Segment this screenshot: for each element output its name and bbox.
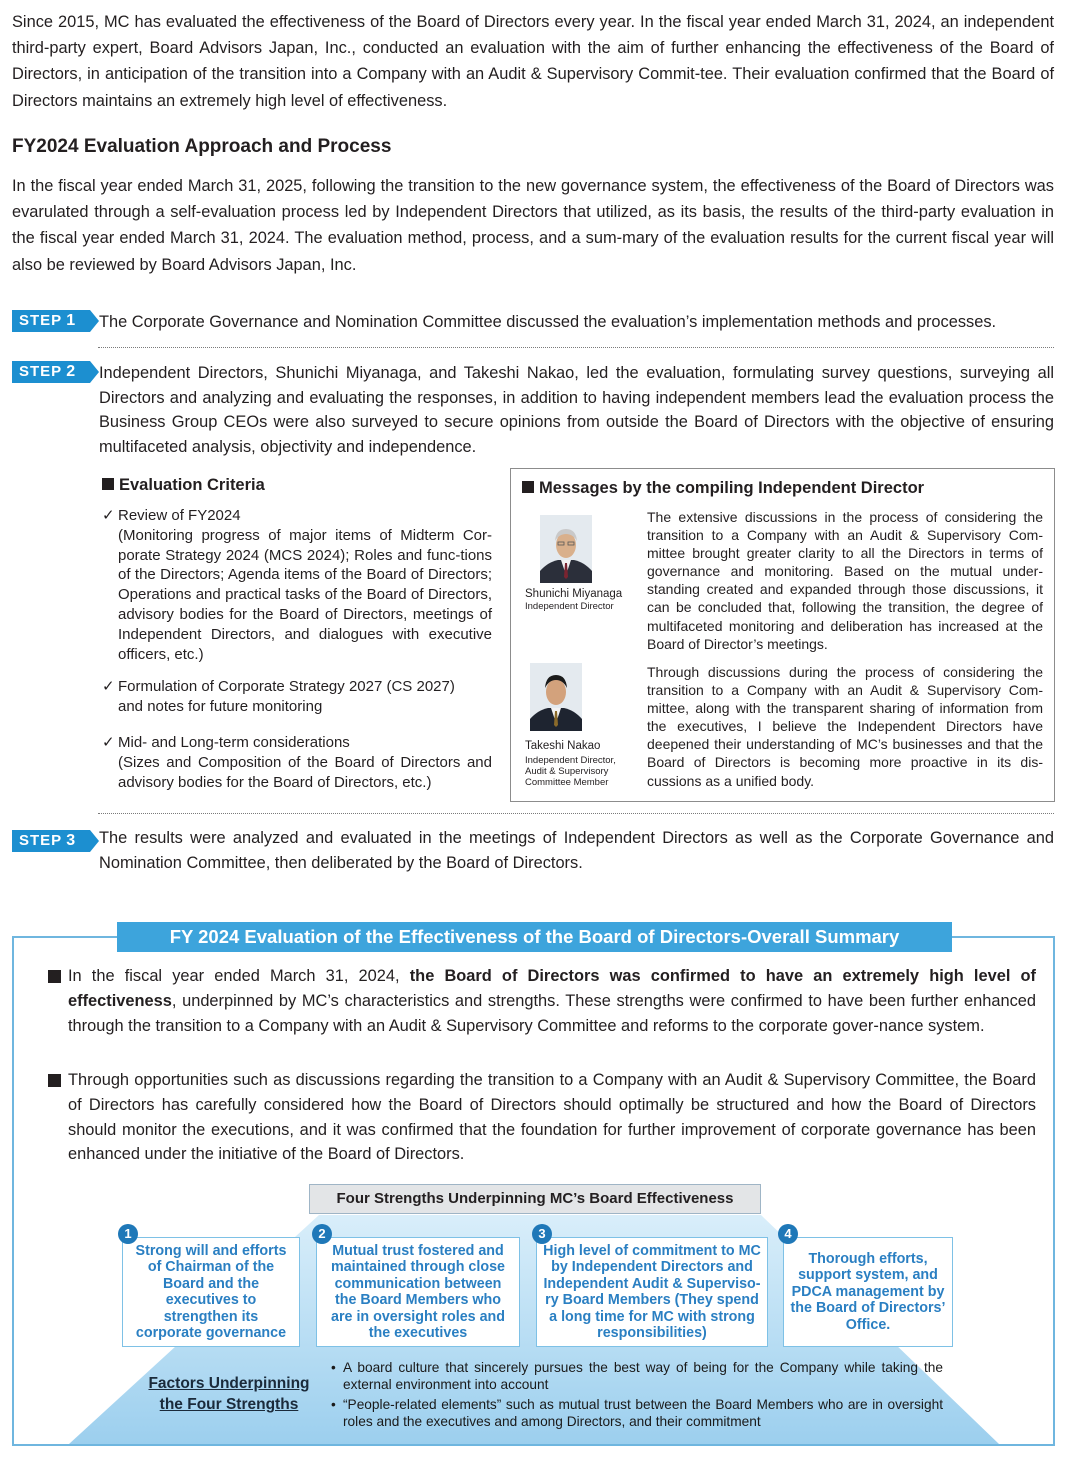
divider [98, 813, 1054, 814]
square-bullet-icon [102, 478, 114, 490]
divider [98, 347, 1054, 348]
step-number: 1 [66, 312, 77, 329]
step-number: 2 [66, 363, 77, 380]
number-badge: 1 [118, 1224, 138, 1244]
criteria-heading [102, 476, 265, 495]
check-icon: ✓ [102, 507, 115, 524]
criteria-item [102, 733, 492, 792]
criteria-item-detail: and notes for future monitoring [118, 697, 323, 715]
step-3-badge [12, 830, 90, 852]
step-3-text: The results were analyzed and evaluated in the meetings of Independent Directors as well as the Corporate Governance and Nomination Committee, then deliberated by the Board of Directors. [99, 829, 1054, 872]
strength-card: Mutual trust fostered and maintained through close communication between the Board Members who are in oversight roles and the executives [316, 1237, 520, 1347]
check-icon: ✓ [102, 678, 115, 695]
criteria-item-title: Review of FY2024 [118, 507, 241, 524]
step-label: STEP [19, 832, 63, 849]
square-bullet-icon [48, 1074, 61, 1087]
person-name: Takeshi Nakao [525, 740, 601, 752]
bullet-icon: • [331, 1397, 336, 1412]
messages-heading-text: Messages by the compiling Independent Director [539, 479, 925, 497]
step-1-text: The Corporate Governance and Nomination Committee discussed the evaluation’s implementation methods and processes. [99, 313, 997, 331]
summary-text: Through opportunities such as discussions regarding the transition to a Company with an Audit & Supervisory Committee, the Board of Directors has carefully considered how the Board of Directors should optimally be structured and how the Board of Directors should monitor the executions, and it was confirmed that the foundation for further improvement of corporate governance has been enhanced under the initiative of the Board of Directors. [68, 1071, 1036, 1164]
factor-text: A board culture that sincerely pursues the best way of being for the Company while taking the external environment into account [343, 1360, 943, 1392]
portrait-photo [540, 515, 592, 583]
square-bullet-icon [522, 481, 534, 493]
step-2-text: Independent Directors, Shunichi Miyanaga, and Takeshi Nakao, led the evaluation, formulating survey questions, surveying all Directors and analyzing and evaluating the responses, in addition to having independent members lead the evaluation process the Business Group CEOs were also surveyed to secure opinions from outside the Board of Directors with the objective of ensuring multifaceted analysis, objectivity and independence. [99, 364, 1054, 456]
square-bullet-icon [48, 970, 61, 983]
summary-bullet [48, 1068, 1036, 1167]
factors-label-line: the Four Strengths [159, 1396, 299, 1413]
person-role: Independent Director, Audit & Supervisory Committee Member [525, 755, 616, 788]
factors-label [131, 1373, 327, 1415]
summary-text: In the fiscal year ended March 31, 2024, [68, 967, 410, 985]
summary-text: , underpinned by MC’s characteristics and strengths. These strengths were confirmed to have been further enhanced through the transition to a Company with an Audit & Supervisory Committee and reforms to the corporate gover-nance system. [68, 991, 1036, 1035]
criteria-heading-text: Evaluation Criteria [119, 476, 265, 494]
step-number: 3 [66, 832, 77, 849]
approach-paragraph: In the fiscal year ended March 31, 2025, following the transition to the new governance system, the effectiveness of the Board of Directors was evarulated through a self-evaluation process led by Independent Directors that utilized, as its basis, the results of the third-party evaluation in the fiscal year ended March 31, 2024. The evaluation method, process, and a sum-mary of the evaluation results for the current fiscal year will also be reviewed by Board Advisors Japan, Inc. [12, 177, 1054, 274]
intro-paragraph: Since 2015, MC has evaluated the effectiveness of the Board of Directors every year. In the fiscal year ended March 31, 2024, an independent third-party expert, Board Advisors Japan, Inc., conducted an evaluation with the aim of further enhancing the effectiveness of the Board of Directors, in anticipation of the transition into a Company with an Audit & Supervisory Commit-tee. Their evaluation confirmed that the Board of Directors maintains an extremely high level of effectiveness. [12, 13, 1054, 110]
criteria-item [102, 677, 492, 717]
step-label: STEP [19, 312, 63, 329]
factor-item [331, 1360, 943, 1393]
portrait-photo [530, 663, 582, 731]
summary-emphasis: the Board of Directors was confirmed to have an extremely high level of effectiveness [68, 967, 1036, 1010]
criteria-item-title: Mid- and Long-term considerations [118, 734, 350, 751]
step-2-badge [12, 361, 90, 383]
person-icon [530, 663, 582, 731]
message-text: The extensive discussions in the process of considering the transition to a Company with an Audit & Supervisory Com-mittee brought greater clarity to all the Directors in terms of governance and monitoring. Based on the mutual under-standing created and expanded through those discussions, it can be concluded that, following the transition, the degree of multifaceted monitoring and deliberation has increased at the Board of Director’s meetings. [647, 509, 1043, 652]
bullet-icon: • [331, 1360, 336, 1375]
strengths-title: Four Strengths Underpinning MC’s Board Effectiveness [309, 1184, 761, 1214]
step-label: STEP [19, 363, 63, 380]
messages-heading [522, 479, 924, 498]
criteria-item-detail: (Sizes and Composition of the Board of Directors and advisory bodies for the Board of Directors, etc.) [118, 753, 492, 791]
number-badge: 3 [532, 1224, 552, 1244]
message-text: Through discussions during the process of considering the transition to a Company with an Audit & Supervisory Com-mittee, along with the transparent sharing of information from the executives, I believe the Independent Directors have deepened their understanding of MC’s businesses and that the Board of Directors is becoming more proactive in its dis-cussions as a unified body. [647, 664, 1043, 789]
person-icon [540, 515, 592, 583]
check-icon: ✓ [102, 734, 115, 751]
factor-item [331, 1397, 943, 1430]
approach-heading: FY2024 Evaluation Approach and Process [12, 136, 392, 157]
strength-card: High level of commitment to MC by Independent Directors and Independent Audit & Superviso-ry Board Members (They spend a long time for MC with strong responsibilities) [536, 1237, 768, 1347]
strength-card: Strong will and efforts of Chairman of the Board and the executives to strengthen its corporate governance [122, 1237, 300, 1347]
criteria-item-detail: (Monitoring progress of major items of Midterm Cor-porate Strategy 2024 (MCS 2024); Roles and func-tions of the Directors; Agenda items of the Board of Directors; Operations and practical tasks of the Board of Directors, advisory bodies for the Board of Directors, meetings of Independent Directors, and dialogues with executive officers, etc.) [118, 526, 492, 663]
summary-title: FY 2024 Evaluation of the Effectiveness of the Board of Directors-Overall Summary [117, 922, 952, 952]
factor-text: “People-related elements” such as mutual trust between the Board Members who are in oversight roles and the executives and among Directors, and their commitment [343, 1397, 943, 1429]
number-badge: 4 [778, 1224, 798, 1244]
criteria-item-title: Formulation of Corporate Strategy 2027 (CS 2027) [118, 678, 455, 695]
step-1-badge [12, 310, 90, 332]
criteria-item [102, 506, 492, 664]
summary-bullet [48, 964, 1036, 1038]
factors-label-line: Factors Underpinning [148, 1375, 310, 1392]
strength-card: Thorough efforts, support system, and PDCA management by the Board of Directors’ Office. [783, 1237, 953, 1347]
person-role: Independent Director [525, 601, 614, 612]
number-badge: 2 [312, 1224, 332, 1244]
person-name: Shunichi Miyanaga [525, 588, 623, 600]
